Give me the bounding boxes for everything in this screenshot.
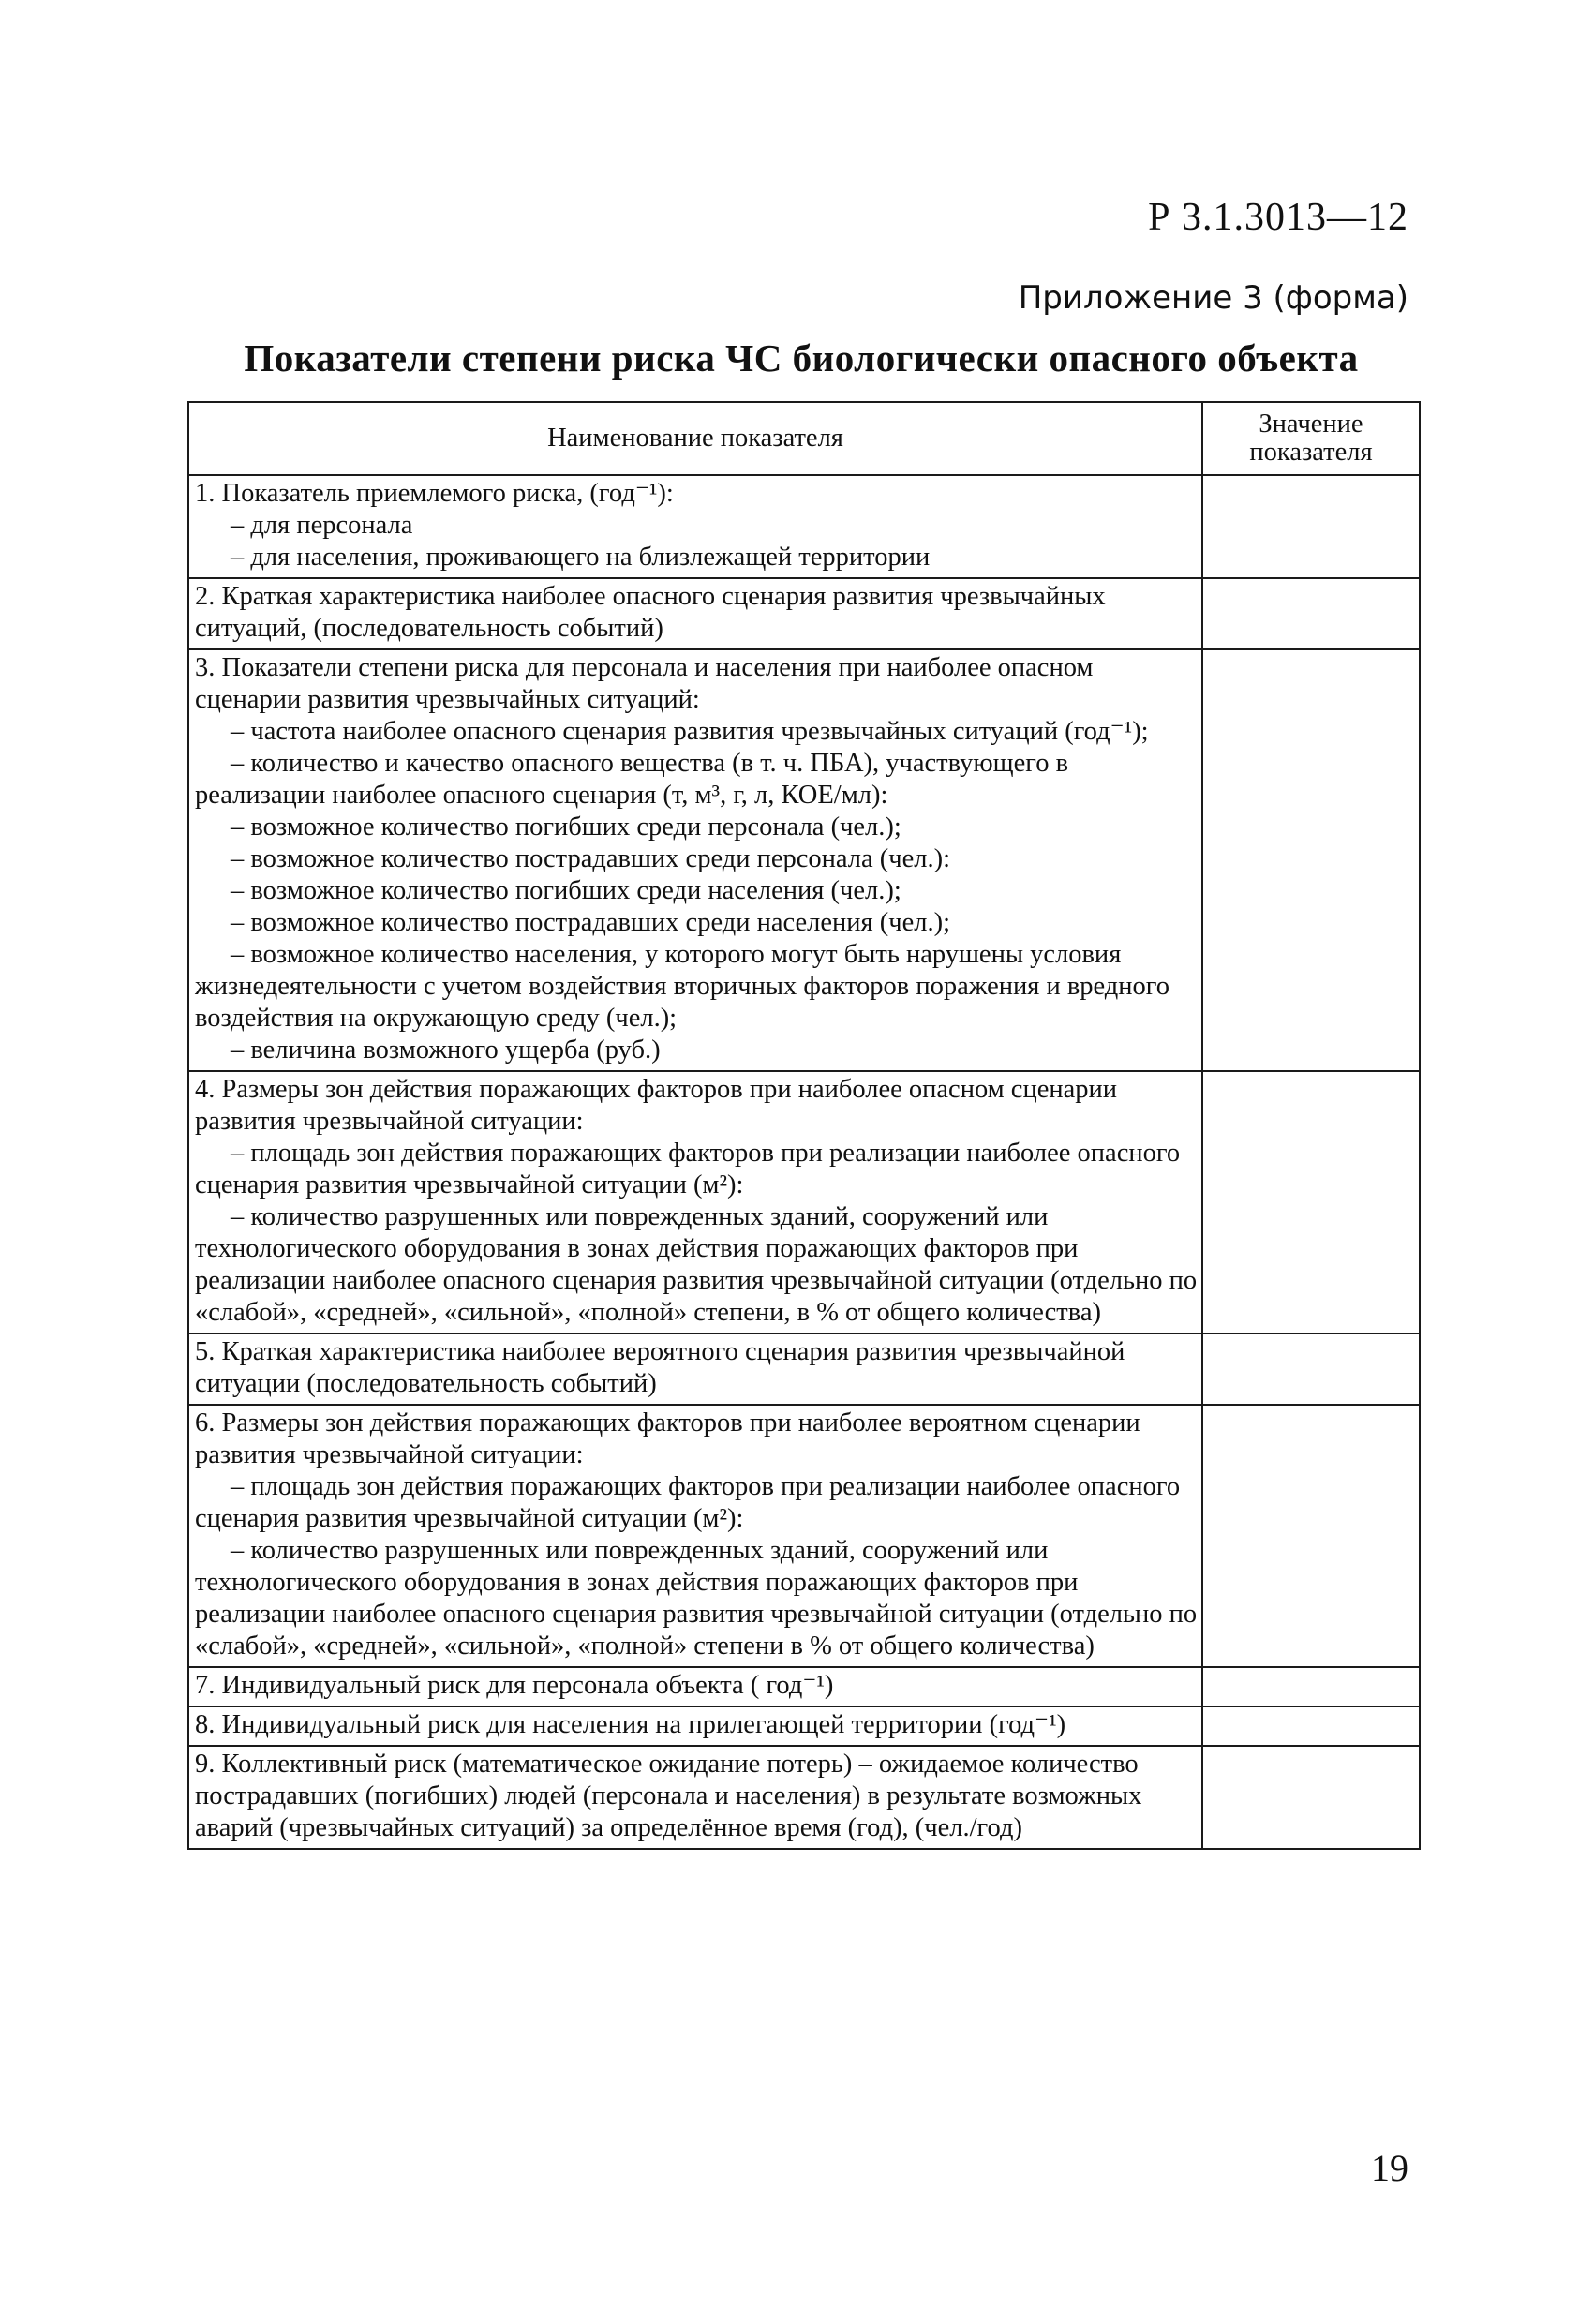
column-header-value-line-2: показателя [1249, 438, 1373, 467]
indicator-subitem: – для персонала [231, 511, 413, 540]
indicator-subitem: – возможное количество погибших среди персонала (чел.); [231, 812, 901, 842]
indicator-subitem: – возможное количество погибших среди населения (чел.); [231, 876, 901, 905]
indicator-heading: 4. Размеры зон действия поражающих факторов при наиболее опасном сценарии развития чрезвычайной ситуации: [195, 1075, 1118, 1136]
indicator-subitem: – площадь зон действия поражающих факторов при реализации наиболее опасного сценария развития чрезвычайной ситуации (м²): [195, 1472, 1181, 1533]
indicator-subitem: – количество разрушенных или поврежденных зданий, сооружений или технологического оборудования в зонах действия поражающих факторов при реализации наиболее опасного сценария развития чрезвычайной ситуации (отдельно по «слабой», «средней», «сильной», «полной» степени, в % от общего количества) [195, 1202, 1198, 1327]
indicator-heading: 2. Краткая характеристика наиболее опасного сценария развития чрезвычайных ситуаций, (последовательность событий) [195, 582, 1106, 643]
indicator-subitem: – площадь зон действия поражающих факторов при реализации наиболее опасного сценария развития чрезвычайной ситуации (м²): [195, 1139, 1181, 1199]
table-row [188, 1333, 1420, 1405]
table-row [188, 1746, 1420, 1849]
indicator-name-cell [188, 649, 1202, 1071]
indicator-value-cell[interactable] [1202, 1405, 1420, 1667]
table-body [188, 475, 1420, 1849]
indicator-value-cell[interactable] [1202, 1333, 1420, 1405]
column-header-value [1202, 402, 1420, 475]
indicator-subitem: – величина возможного ущерба (руб.) [231, 1035, 661, 1065]
indicator-name-cell [188, 578, 1202, 649]
indicator-heading: 5. Краткая характеристика наиболее вероятного сценария развития чрезвычайной ситуации (последовательность событий) [195, 1337, 1125, 1398]
table-row [188, 475, 1420, 578]
column-header-value-line-1: Значение [1259, 410, 1363, 439]
indicator-subitem: – возможное количество пострадавших среди персонала (чел.): [231, 844, 951, 873]
indicator-subitem: – частота наиболее опасного сценария развития чрезвычайных ситуаций (год⁻¹); [231, 717, 1149, 746]
column-header-name: Наименование показателя [188, 402, 1202, 475]
indicator-name-cell [188, 1746, 1202, 1849]
table-row [188, 1706, 1420, 1746]
risk-indicators-table [187, 401, 1421, 1850]
indicator-heading: 1. Показатель приемлемого риска, (год⁻¹): [195, 479, 674, 508]
indicator-value-cell[interactable] [1202, 475, 1420, 578]
table-header-row [188, 402, 1420, 475]
indicator-name-cell [188, 475, 1202, 578]
indicator-subitem: – количество разрушенных или поврежденных зданий, сооружений или технологического оборудования в зонах действия поражающих факторов при реализации наиболее опасного сценария развития чрезвычайной ситуации (отдельно по «слабой», «средней», «сильной», «полной» степени в % от общего количества) [195, 1536, 1198, 1661]
indicator-subitem: – возможное количество населения, у которого могут быть нарушены условия жизнедеятельности с учетом воздействия вторичных факторов поражения и вредного воздействия на окружающую среду (чел.); [195, 940, 1170, 1033]
indicator-heading: 6. Размеры зон действия поражающих факторов при наиболее вероятном сценарии развития чрезвычайной ситуации: [195, 1408, 1140, 1469]
indicator-subitem: – для населения, проживающего на близлежащей территории [231, 543, 931, 572]
indicator-value-cell[interactable] [1202, 578, 1420, 649]
indicator-value-cell[interactable] [1202, 1706, 1420, 1746]
document-code: Р 3.1.3013—12 [1148, 196, 1408, 239]
indicator-heading: 3. Показатели степени риска для персонала и населения при наиболее опасном сценарии развития чрезвычайных ситуаций: [195, 653, 1094, 714]
table-row [188, 1405, 1420, 1667]
indicator-subitem: – количество и качество опасного вещества (в т. ч. ПБА), участвующего в реализации наиболее опасного сценария (т, м³, г, л, КОЕ/мл): [195, 749, 1069, 810]
table-row [188, 578, 1420, 649]
indicator-name-cell [188, 1333, 1202, 1405]
indicator-heading: 8. Индивидуальный риск для населения на прилегающей территории (год⁻¹) [195, 1710, 1066, 1739]
indicator-name-cell [188, 1706, 1202, 1746]
indicator-heading: 9. Коллективный риск (математическое ожидание потерь) – ожидаемое количество пострадавших (погибших) людей (персонала и населения) в результате возможных аварий (чрезвычайных ситуаций) за определённое время (год), (чел./год) [195, 1750, 1142, 1842]
page-title: Показатели степени риска ЧС биологически опасного объекта [244, 336, 1359, 380]
page-number: 19 [1371, 2147, 1408, 2189]
indicator-name-cell [188, 1667, 1202, 1706]
indicator-subitem: – возможное количество пострадавших среди населения (чел.); [231, 908, 950, 937]
indicator-name-cell [188, 1071, 1202, 1333]
indicator-value-cell[interactable] [1202, 1667, 1420, 1706]
appendix-label: Приложение 3 (форма) [1018, 279, 1408, 317]
indicator-value-cell[interactable] [1202, 649, 1420, 1071]
indicator-value-cell[interactable] [1202, 1746, 1420, 1849]
indicator-name-cell [188, 1405, 1202, 1667]
table-row [188, 1071, 1420, 1333]
indicator-value-cell[interactable] [1202, 1071, 1420, 1333]
indicator-heading: 7. Индивидуальный риск для персонала объекта ( год⁻¹) [195, 1671, 834, 1700]
table-row [188, 649, 1420, 1071]
table-row [188, 1667, 1420, 1706]
